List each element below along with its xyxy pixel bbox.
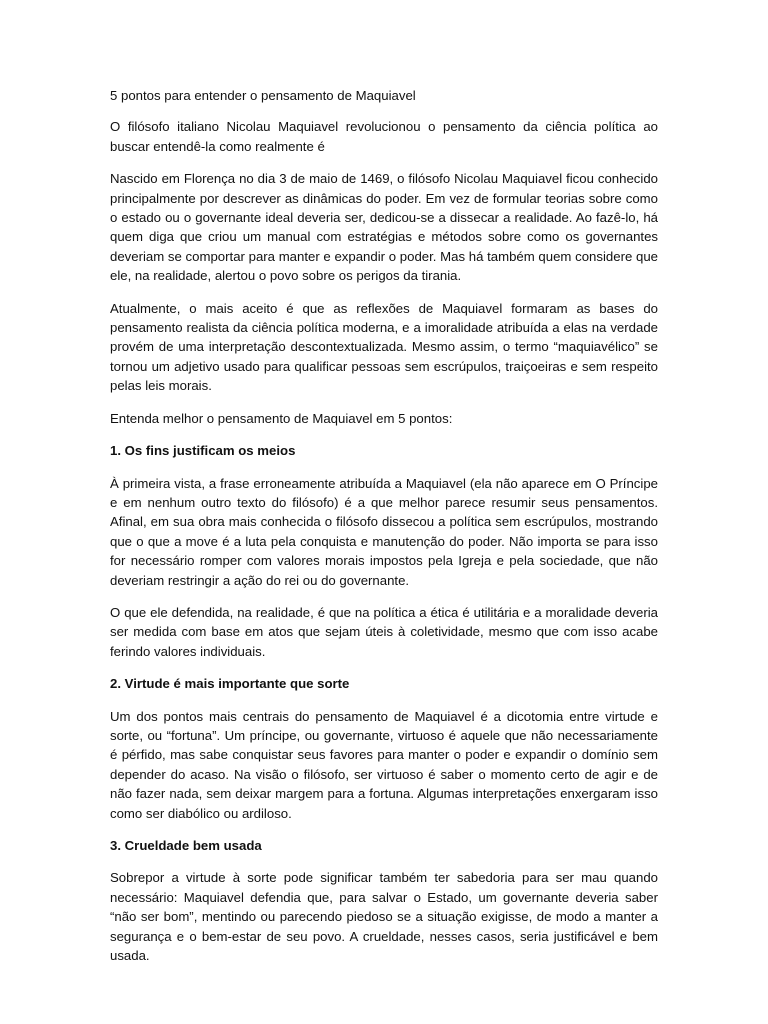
section-2-heading: 2. Virtude é mais importante que sorte [110, 676, 350, 692]
section-2-paragraph-1: Um dos pontos mais centrais do pensamento de Maquiavel é a dicotomia entre virtude e sorte, ou “fortuna”. Um príncipe, ou governante, virtuoso é aquele que não necessariamente é pérfido, mas sabe conquistar seus favores para manter o poder e expandir o domínio sem depender do acaso. Na visão o filósofo, ser virtuoso é saber o momento certo de agir e de não fazer nada, sem deixar margem para a fortuna. Algumas interpretações enxergaram isso como ser diabólico ou ardiloso. [110, 708, 658, 821]
section-1-paragraph-1: À primeira vista, a frase erroneamente atribuída a Maquiavel (ela não aparece em O Príncipe e em nenhum outro texto do filósofo) é a que melhor parece resumir seus pensamentos. Afinal, em sua obra mais conhecida o filósofo dissecou a política sem escrúpulos, mostrando que o que a move é a luta pela conquista e manutenção do poder. Não importa se para isso for necessário romper com valores morais impostos pela Igreja e pela sociedade, que não deveriam restringir a ação do rei ou do governante. [110, 475, 658, 588]
section-1-heading: 1. Os fins justificam os meios [110, 443, 296, 459]
section-3-heading: 3. Crueldade bem usada [110, 838, 262, 853]
paragraph-intro-2: Atualmente, o mais aceito é que as reflexões de Maquiavel formaram as bases do pensamento realista da ciência política moderna, e a imoralidade atribuída a elas na verdade provém de uma interpretação descontextualizada. Mesmo assim, o termo “maquiavélico” se tornou um adjetivo usado para qualificar pessoas sem escrúpulos, traiçoeiras e sem respeito pelas leis morais. [110, 300, 658, 394]
section-3-paragraph-1: Sobrepor a virtude à sorte pode significar também ter sabedoria para ser mau quando necessário: Maquiavel defendia que, para salvar o Estado, um governante deveria saber “não ser bom”, mentindo ou parecendo piedoso se a situação exigisse, de modo a manter a segurança e o bem-estar de seu povo. A crueldade, nesses casos, seria justificável e bem usada. [110, 870, 658, 964]
document-subtitle: O filósofo italiano Nicolau Maquiavel revolucionou o pensamento da ciência política ao buscar entendê-la como realmente é [110, 119, 658, 154]
paragraph-intro-1: Nascido em Florença no dia 3 de maio de 1469, o filósofo Nicolau Maquiavel ficou conhecido principalmente por descrever as dinâmicas do poder. Em vez de formular teorias sobre como o estado ou o governante ideal deveria ser, dedicou-se a dissecar a realidade. Ao fazê-lo, há quem diga que criou um manual com estratégias e métodos sobre como os governantes deveriam se comportar para manter e expandir o poder. Mas há também quem considere que ele, na realidade, alertou o povo sobre os perigos da tirania. [110, 171, 658, 284]
section-1-paragraph-2: O que ele defendida, na realidade, é que na política a ética é utilitária e a moralidade deveria ser medida com base em atos que sejam úteis à coletividade, mesmo que com isso acabe ferindo valores individuais. [110, 604, 658, 659]
document-page [110, 86, 658, 978]
list-intro: Entenda melhor o pensamento de Maquiavel em 5 pontos: [110, 410, 453, 426]
document-title: 5 pontos para entender o pensamento de Maquiavel [110, 88, 416, 103]
